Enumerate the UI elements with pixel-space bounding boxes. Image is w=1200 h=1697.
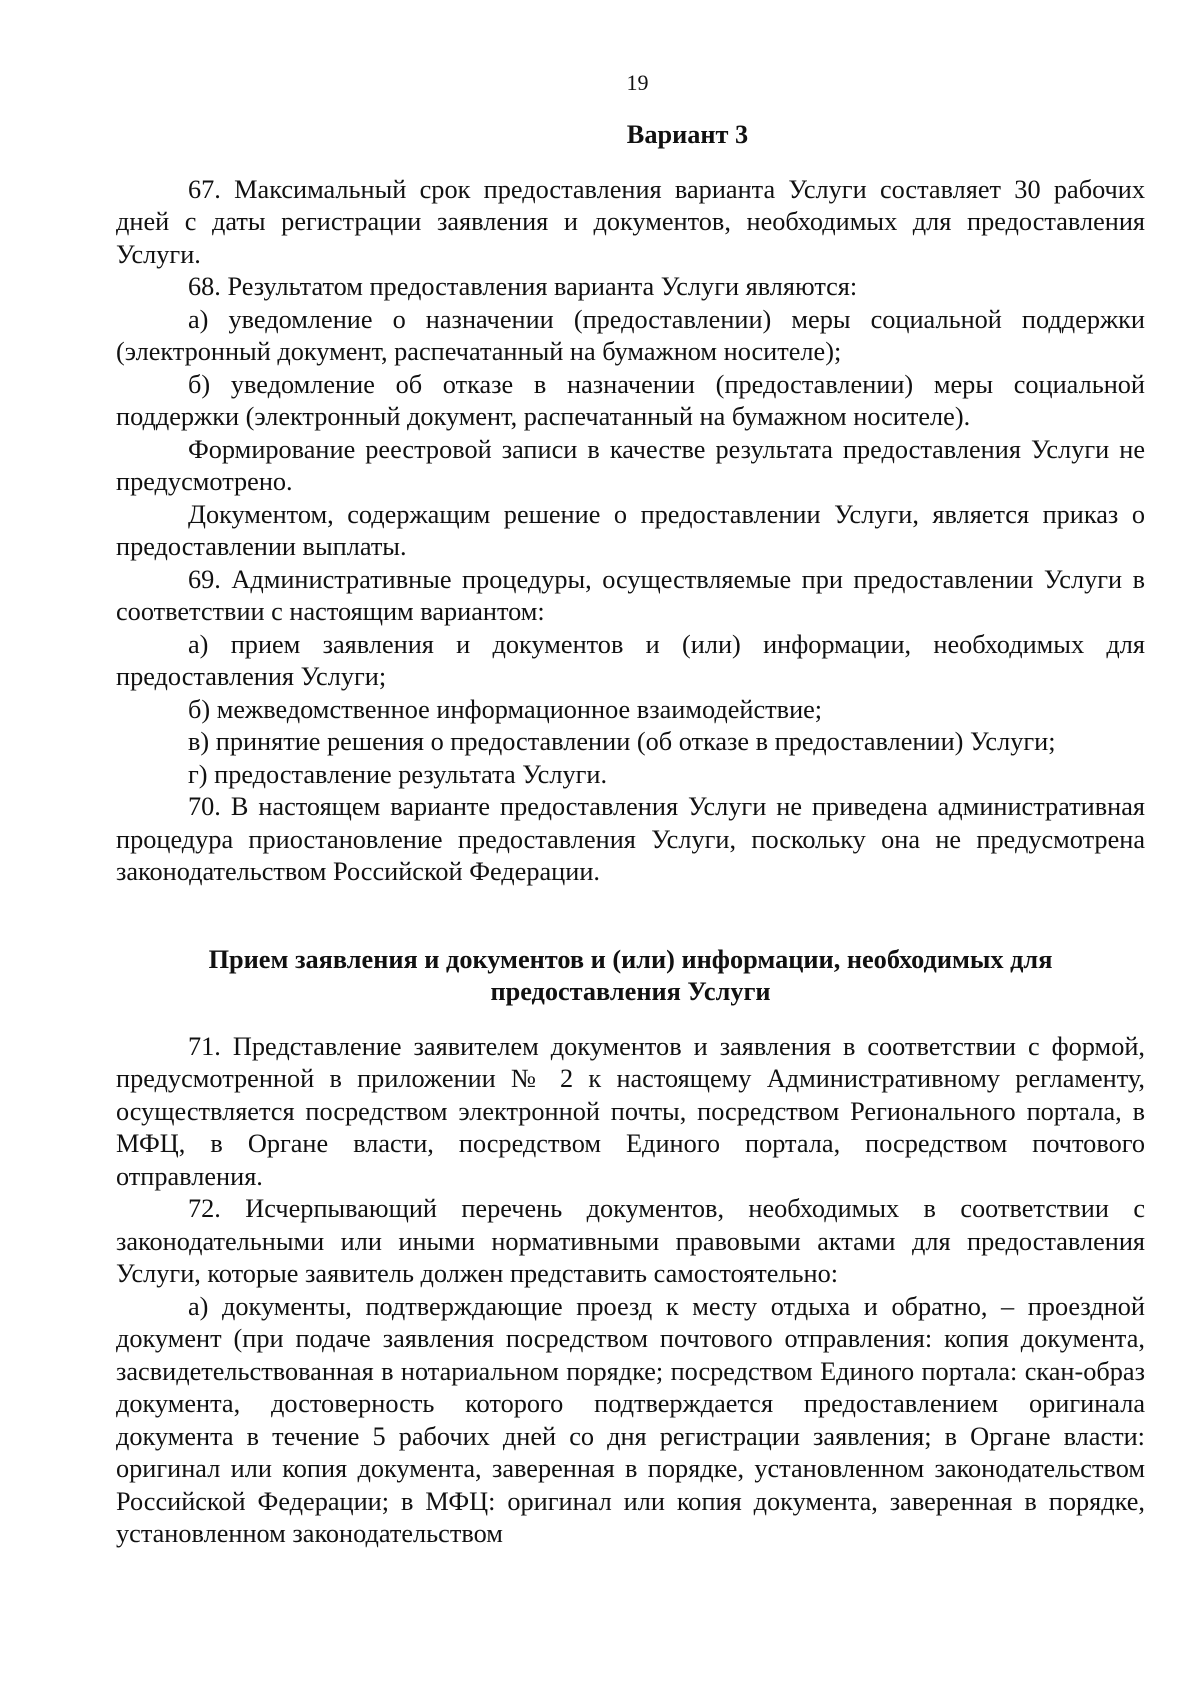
paragraph-68: 68. Результатом предоставления варианта Услуги являются: bbox=[188, 272, 858, 301]
variant-heading: Вариант 3 bbox=[626, 120, 749, 149]
paragraph-69-b: б) межведомственное информационное взаимодействие; bbox=[188, 694, 823, 724]
paragraph-registry-note: Формирование реестровой записи в качестве результата предоставления Услуги не предусмотрено. bbox=[116, 434, 1145, 496]
paragraph-69-a: а) прием заявления и документов и (или) информации, необходимых для предоставления Услуги; bbox=[116, 629, 1145, 691]
paragraph-67: 67. Максимальный срок предоставления варианта Услуги составляет 30 рабочих дней с даты регистрации заявления и документов, необходимых для предоставления Услуги. bbox=[116, 174, 1145, 269]
paragraph-72: 72. Исчерпывающий перечень документов, необходимых в соответствии с законодательными или иными нормативными правовыми актами для предоставления Услуги, которые заявитель должен представить самостоятельно: bbox=[116, 1194, 1145, 1288]
paragraph-71: 71. Представление заявителем документов и заявления в соответствии с формой, предусмотренной в приложении № 2 к настоящему Административному регламенту, осуществляется посредством электронной почты, посредством Регионального портала, в МФЦ, в Органе власти, посредством Единого портала, посредством почтового отправления. bbox=[116, 1031, 1145, 1191]
paragraph-69-c: в) принятие решения о предоставлении (об отказе в предоставлении) Услуги; bbox=[188, 727, 1056, 756]
page-number: 19 bbox=[626, 70, 649, 95]
paragraph-decision-document: Документом, содержащим решение о предоставлении Услуги, является приказ о предоставлении выплаты. bbox=[116, 499, 1145, 561]
paragraph-70: 70. В настоящем варианте предоставления Услуги не приведена административная процедура приостановление предоставления Услуги, поскольку она не предусмотрена законодательством Российской Федерации. bbox=[116, 792, 1145, 886]
paragraph-69: 69. Административные процедуры, осуществляемые при предоставлении Услуги в соответствии с настоящим вариантом: bbox=[116, 564, 1145, 626]
paragraph-68-b: б) уведомление об отказе в назначении (предоставлении) меры социальной поддержки (электронный документ, распечатанный на бумажном носителе). bbox=[116, 369, 1145, 431]
paragraph-69-d: г) предоставление результата Услуги. bbox=[188, 759, 608, 789]
section-heading: Прием заявления и документов и (или) информации, необходимых для предоставления Услуги bbox=[208, 944, 1053, 1006]
paragraph-68-a: а) уведомление о назначении (предоставлении) меры социальной поддержки (электронный документ, распечатанный на бумажном носителе); bbox=[116, 304, 1145, 366]
paragraph-72-a: а) документы, подтверждающие проезд к месту отдыха и обратно, – проездной документ (при подаче заявления посредством почтового отправления: копия документа, засвидетельствованная в нотариальном порядке; посредством Единого портала: скан-образ документа, достоверность которого подтверждается предоставлением оригинала документа в течение 5 рабочих дней со дня регистрации заявления; в Органе власти: оригинал или копия документа, заверенная в порядке, установленном законодательством Российской Федерации; в МФЦ: оригинал или копия документа, заверенная в порядке, установленном законодательством bbox=[116, 1291, 1145, 1548]
page-content bbox=[116, 119, 1145, 1551]
